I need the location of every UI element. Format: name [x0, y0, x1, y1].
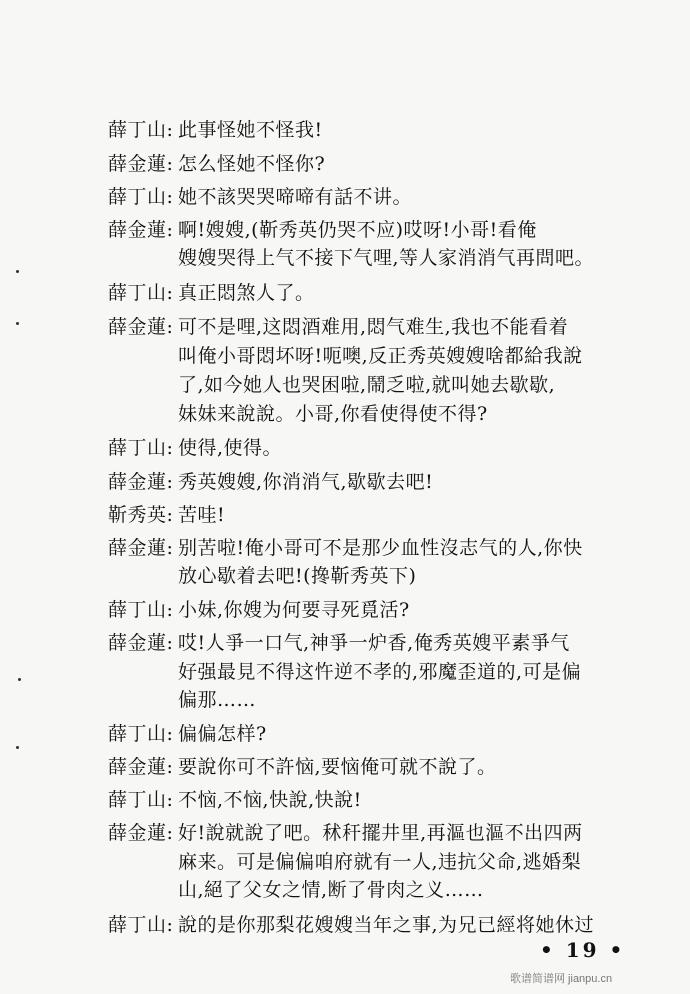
- speaker-name: 薛金蓮:: [108, 756, 174, 778]
- dialogue-text: 好!說就說了吧。秫秆擺井里,再漚也漚不出四两: [178, 822, 583, 844]
- dialogue-continuation: [178, 878, 668, 902]
- dialogue-text: 妹妹来說說。小哥,你看使得使不得?: [178, 403, 488, 425]
- speaker-name: 薛丁山:: [108, 789, 174, 811]
- dialogue-text: 不恼,不恼,快說,快說!: [178, 789, 362, 811]
- dialogue-line: [108, 470, 668, 494]
- dialogue-text: 怎么怪她不怪你?: [178, 153, 326, 175]
- dialogue-text: 可不是哩,这悶酒难用,悶气难生,我也不能看着: [178, 316, 569, 338]
- dialogue-text: 山,絕了父女之情,断了骨肉之义……: [178, 879, 484, 901]
- dialogue-text: 小妹,你嫂为何要寻死覓活?: [178, 599, 410, 621]
- dialogue-text: 她不該哭哭啼啼有話不讲。: [178, 186, 413, 208]
- speaker-name: 薛金蓮:: [108, 153, 174, 175]
- dialogue-text: 嫂嫂哭得上气不接下气哩,等人家消消气再問吧。: [178, 247, 595, 269]
- dialogue-text: 了,如今她人也哭困啦,鬧乏啦,就叫她去歇歇,: [178, 374, 556, 396]
- dialogue-line: [108, 536, 668, 560]
- dialogue-text: 使得,使得。: [178, 437, 283, 459]
- margin-speck: [16, 270, 19, 273]
- speaker-name: 靳秀英:: [108, 504, 174, 526]
- dialogue-line: [108, 788, 668, 812]
- dialogue-continuation: [178, 344, 668, 368]
- watermark: 歌谱简谱网 jianpu.cn: [510, 973, 613, 985]
- dialogue-line: [108, 631, 668, 655]
- margin-speck: [18, 678, 21, 681]
- margin-speck: [16, 746, 19, 749]
- speaker-name: 薛丁山:: [108, 282, 174, 304]
- dialogue-text: 說的是你那梨花嫂嫂当年之事,为兄已經将她休过: [178, 914, 595, 936]
- dialogue-line: [108, 503, 668, 527]
- dialogue-text: 哎!人爭一口气,神爭一炉香,俺秀英嫂平素爭气: [178, 632, 570, 654]
- dialogue-text: 好强最見不得这忤逆不孝的,邪魔歪道的,可是偏: [178, 661, 582, 683]
- dialogue-text: 要說你可不許恼,要恼俺可就不說了。: [178, 756, 497, 778]
- speaker-name: 薛丁山:: [108, 119, 174, 141]
- dialogue-text: 此事怪她不怪我!: [178, 119, 323, 141]
- speaker-name: 薛金蓮:: [108, 471, 174, 493]
- speaker-name: 薛金蓮:: [108, 316, 174, 338]
- speaker-name: 薛丁山:: [108, 914, 174, 936]
- dialogue-text: 偏偏怎样?: [178, 723, 267, 745]
- dialogue-line: [108, 913, 668, 937]
- dialogue-continuation: [178, 373, 668, 397]
- dialogue-line: [108, 755, 668, 779]
- dialogue-continuation: [178, 564, 668, 588]
- speaker-name: 薛丁山:: [108, 186, 174, 208]
- dialogue-line: [108, 118, 668, 142]
- dialogue-text: 别苦啦!俺小哥可不是那少血性沒志气的人,你快: [178, 537, 583, 559]
- page-number: • 19 •: [540, 938, 626, 962]
- dialogue-line: [108, 218, 668, 242]
- dialogue-text: 秀英嫂嫂,你消消气,歇歇去吧!: [178, 471, 434, 493]
- dialogue-line: [108, 152, 668, 176]
- margin-speck: [16, 322, 19, 325]
- dialogue-text: 放心歇着去吧!(搀靳秀英下): [178, 565, 417, 587]
- dialogue-line: [108, 436, 668, 460]
- speaker-name: 薛丁山:: [108, 599, 174, 621]
- speaker-name: 薛金蓮:: [108, 822, 174, 844]
- dialogue-line: [108, 598, 668, 622]
- speaker-name: 薛丁山:: [108, 437, 174, 459]
- speaker-name: 薛金蓮:: [108, 537, 174, 559]
- dialogue-continuation: [178, 246, 668, 270]
- dialogue-continuation: [178, 688, 668, 712]
- dialogue-text: 真正悶煞人了。: [178, 282, 315, 304]
- speaker-name: 薛金蓮:: [108, 219, 174, 241]
- speaker-name: 薛金蓮:: [108, 632, 174, 654]
- dialogue-text: 叫俺小哥悶坏呀!呃噢,反正秀英嫂嫂啥都給我說: [178, 345, 583, 367]
- dialogue-line: [108, 722, 668, 746]
- dialogue-continuation: [178, 850, 668, 874]
- dialogue-text: 麻来。可是偏偏咱府就有一人,违抗父命,逃婚梨: [178, 851, 582, 873]
- dialogue-text: 苦哇!: [178, 504, 226, 526]
- dialogue-line: [108, 315, 668, 339]
- dialogue-line: [108, 185, 668, 209]
- dialogue-continuation: [178, 402, 668, 426]
- speaker-name: 薛丁山:: [108, 723, 174, 745]
- dialogue-continuation: [178, 660, 668, 684]
- dialogue-text: 偏那……: [178, 689, 257, 711]
- dialogue-line: [108, 821, 668, 845]
- dialogue-text: 啊!嫂嫂,(靳秀英仍哭不应)哎呀!小哥!看俺: [178, 219, 537, 241]
- dialogue-line: [108, 281, 668, 305]
